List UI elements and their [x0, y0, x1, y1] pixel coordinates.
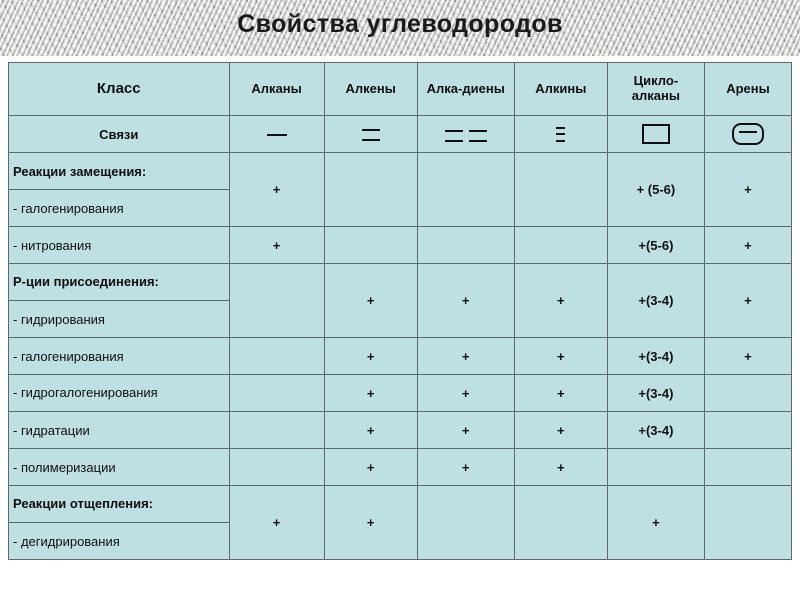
- column-header-alkenes: Алкены: [324, 63, 417, 116]
- column-header-class: Класс: [9, 63, 230, 116]
- row-label-halogenation-addition: - галогенирования: [9, 338, 230, 375]
- row-label-dehydrogenation: - дегидрирования: [9, 523, 230, 560]
- cell-hydration-alkynes: +: [514, 412, 607, 449]
- triple-bond-icon: [514, 116, 607, 153]
- two-double-bonds-icon: [417, 116, 514, 153]
- cell-hydration-alkadienes: +: [417, 412, 514, 449]
- row-label-substitution-reactions: Реакции замещения:: [9, 153, 230, 190]
- cell-hydrohalogenation-alkadienes: +: [417, 375, 514, 412]
- row-label-addition-reactions-text: Р-ции присоединения:: [13, 273, 159, 289]
- table-row: [9, 264, 792, 301]
- double-bond-icon: [324, 116, 417, 153]
- row-label-halogenation-substitution: - галогенирования: [9, 190, 230, 227]
- cell-nitration-alkynes: [514, 227, 607, 264]
- table-row: [9, 375, 792, 412]
- cell-addition-hydrogenation-alkynes: +: [514, 264, 607, 338]
- cell-polymerization-alkadienes: +: [417, 449, 514, 486]
- cell-hydrohalogenation-alkynes: +: [514, 375, 607, 412]
- properties-table-wrapper: [8, 62, 792, 560]
- single-bond-icon: [229, 116, 324, 153]
- cell-substitution-halogenation-alkanes: +: [229, 153, 324, 227]
- cell-polymerization-alkynes: +: [514, 449, 607, 486]
- cell-addition-halogenation-cycloalkanes: +(3-4): [607, 338, 704, 375]
- page-title: Свойства углеводородов: [237, 10, 563, 38]
- cell-polymerization-cycloalkanes: [607, 449, 704, 486]
- cell-addition-halogenation-alkanes: [229, 338, 324, 375]
- cell-nitration-alkadienes: [417, 227, 514, 264]
- table-row: [9, 449, 792, 486]
- cell-elimination-dehydrogenation-alkadienes: [417, 486, 514, 560]
- cell-addition-hydrogenation-alkanes: [229, 264, 324, 338]
- cell-elimination-dehydrogenation-arenes: [704, 486, 791, 560]
- cell-addition-halogenation-alkynes: +: [514, 338, 607, 375]
- cell-substitution-halogenation-arenes: +: [704, 153, 791, 227]
- row-label-polymerization: - полимеризации: [9, 449, 230, 486]
- cell-addition-hydrogenation-arenes: +: [704, 264, 791, 338]
- row-label-hydrogenation: - гидрирования: [9, 301, 230, 338]
- cell-addition-halogenation-alkenes: +: [324, 338, 417, 375]
- table-row: [9, 486, 792, 523]
- table-row: [9, 412, 792, 449]
- cell-polymerization-alkanes: [229, 449, 324, 486]
- column-header-cycloalkanes: Цикло-алканы: [607, 63, 704, 116]
- cell-addition-hydrogenation-alkenes: +: [324, 264, 417, 338]
- column-header-alkadienes: Алка-диены: [417, 63, 514, 116]
- benzene-ring-icon: [704, 116, 791, 153]
- cell-hydration-cycloalkanes: +(3-4): [607, 412, 704, 449]
- column-header-alkanes: Алканы: [229, 63, 324, 116]
- table-header-row: [9, 63, 792, 116]
- cell-elimination-dehydrogenation-alkanes: +: [229, 486, 324, 560]
- hydrocarbon-properties-table: [8, 62, 792, 560]
- cell-elimination-dehydrogenation-alkenes: +: [324, 486, 417, 560]
- cell-nitration-arenes: +: [704, 227, 791, 264]
- cell-nitration-alkenes: [324, 227, 417, 264]
- cell-substitution-alkadienes: [417, 153, 514, 227]
- row-label-nitration: - нитрования: [9, 227, 230, 264]
- row-label-elimination-reactions: Реакции отщепления:: [9, 486, 230, 523]
- cell-addition-halogenation-alkadienes: +: [417, 338, 514, 375]
- cell-addition-hydrogenation-alkadienes: +: [417, 264, 514, 338]
- cell-nitration-alkanes: +: [229, 227, 324, 264]
- cell-hydrohalogenation-arenes: [704, 375, 791, 412]
- table-row-bonds: [9, 116, 792, 153]
- cell-hydrohalogenation-cycloalkanes: +(3-4): [607, 375, 704, 412]
- cell-addition-halogenation-arenes: +: [704, 338, 791, 375]
- cell-hydrohalogenation-alkanes: [229, 375, 324, 412]
- square-ring-icon: [607, 116, 704, 153]
- table-row: [9, 227, 792, 264]
- cell-substitution-halogenation-cycloalkanes: + (5-6): [607, 153, 704, 227]
- cell-hydration-alkenes: +: [324, 412, 417, 449]
- cell-polymerization-arenes: [704, 449, 791, 486]
- cell-nitration-cycloalkanes: +(5-6): [607, 227, 704, 264]
- cell-polymerization-alkenes: +: [324, 449, 417, 486]
- row-label-hydrohalogenation: - гидрогалогенирования: [9, 375, 230, 412]
- cell-substitution-alkenes: [324, 153, 417, 227]
- row-label-bonds: Связи: [9, 116, 230, 153]
- cell-hydration-arenes: [704, 412, 791, 449]
- table-row: [9, 153, 792, 190]
- cell-substitution-alkynes: [514, 153, 607, 227]
- column-header-arenes: Арены: [704, 63, 791, 116]
- cell-elimination-dehydrogenation-alkynes: [514, 486, 607, 560]
- row-label-addition-reactions: [9, 264, 230, 301]
- cell-hydration-alkanes: [229, 412, 324, 449]
- cell-elimination-dehydrogenation-cycloalkanes: +: [607, 486, 704, 560]
- column-header-alkynes: Алкины: [514, 63, 607, 116]
- table-row: [9, 338, 792, 375]
- cell-addition-hydrogenation-cycloalkanes: +(3-4): [607, 264, 704, 338]
- row-label-hydration: - гидратации: [9, 412, 230, 449]
- cell-hydrohalogenation-alkenes: +: [324, 375, 417, 412]
